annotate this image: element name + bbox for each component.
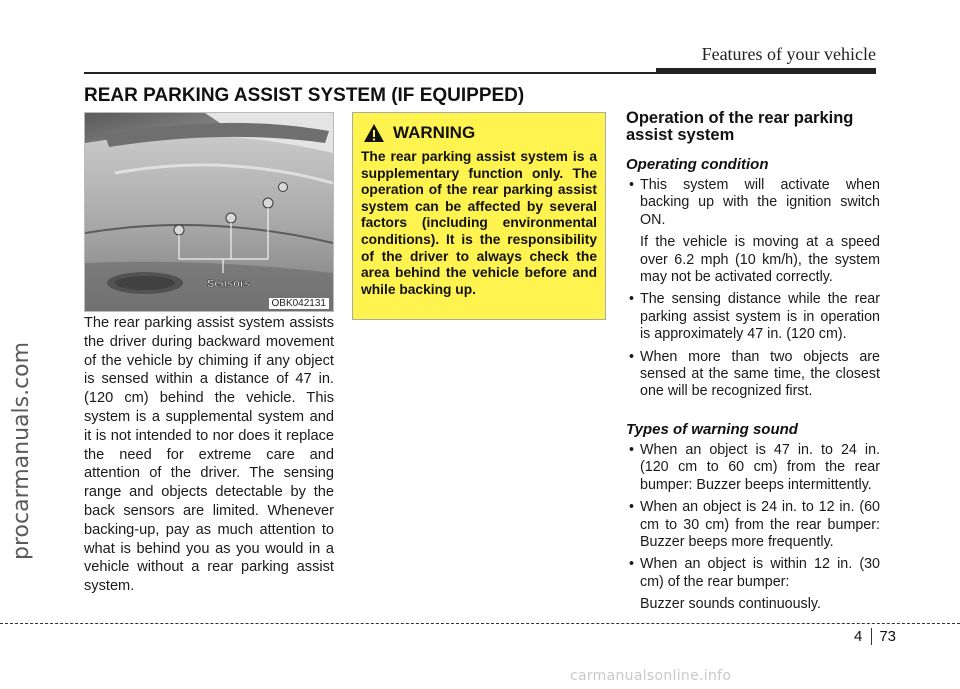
- list-item-text: • When more than two objects are sensed at the same time, the closest one will be recognized first.: [640, 348, 880, 400]
- header-rule-accent: [656, 68, 876, 74]
- list-item-continuation: Buzzer sounds continuously.: [640, 596, 821, 613]
- list-item: [626, 556, 880, 613]
- sound-heading: Types of warning sound: [626, 420, 798, 438]
- list-item-continuation: If the vehicle is moving at a speed over 6.2 mph (10 km/h), the system may not be activated correctly.: [640, 234, 880, 286]
- side-watermark-text: procarmanuals.com: [9, 341, 34, 560]
- section-header: Features of your vehicle: [701, 44, 876, 64]
- list-item-text: • When an object is 47 in. to 24 in. (120 cm to 60 cm) from the rear bumper: Buzzer beeps intermittently.: [640, 441, 880, 493]
- list-item-text: • This system will activate when backing up with the ignition switch ON.: [640, 177, 880, 228]
- operation-title: Operation of the rear parking assist system: [626, 109, 854, 144]
- intro-paragraph: The rear parking assist system assists the driver during backward movement of the vehicle by chiming if any object is sensed within a distance of 47 in. (120 cm) behind the vehicle. This system is a supplemental system and it is not intended to nor does it replace the need for extreme care and attention of the driver. The sensing range and objects detectable by the back sensors are limited. Whenever backing-up, pay as much attention to what is behind you as you would in a vehicle without a rear parking assist system.: [84, 315, 334, 595]
- condition-heading: Operating condition: [626, 156, 769, 173]
- side-watermark: [2, 150, 42, 570]
- warning-triangle-icon: [363, 123, 385, 143]
- bottom-watermark: carmanualsonline.info: [570, 668, 732, 684]
- page-title: REAR PARKING ASSIST SYSTEM (IF EQUIPPED): [84, 85, 525, 106]
- page-number: [854, 628, 896, 645]
- list-item: [626, 291, 880, 343]
- list-item-text: • The sensing distance while the rear parking assist system is in operation is approximately 47 in. (120 cm).: [640, 291, 880, 343]
- car-rear-illustration: [85, 113, 333, 311]
- operation-column: [626, 110, 880, 614]
- list-item: [626, 499, 880, 551]
- sensors-label: Sensors: [207, 278, 251, 290]
- warning-box: [352, 112, 606, 320]
- list-item: [626, 177, 880, 286]
- figure-code: OBK042131: [269, 298, 330, 309]
- list-item: [626, 442, 880, 494]
- warning-title: WARNING: [393, 123, 476, 142]
- chapter-number: 4: [854, 628, 872, 645]
- page-number-value: 73: [879, 628, 897, 645]
- warning-header: [363, 123, 597, 143]
- sound-list: [626, 442, 880, 614]
- warning-text: The rear parking assist system is a supplementary function only. The operation of the rear parking assist system can be affected by several factors (including environmental conditions). It is the responsibility of the driver to always check the area behind the vehicle before and while backing up.: [361, 149, 597, 297]
- list-item: [626, 349, 880, 401]
- rear-bumper-figure: [84, 112, 334, 312]
- list-item-text: • When an object is 24 in. to 12 in. (60 cm to 30 cm) from the rear bumper: Buzzer beeps more frequently.: [640, 499, 880, 550]
- condition-list: [626, 177, 880, 401]
- footer-rule: [0, 623, 960, 624]
- list-item-text: • When an object is within 12 in. (30 cm) of the rear bumper:: [640, 556, 880, 590]
